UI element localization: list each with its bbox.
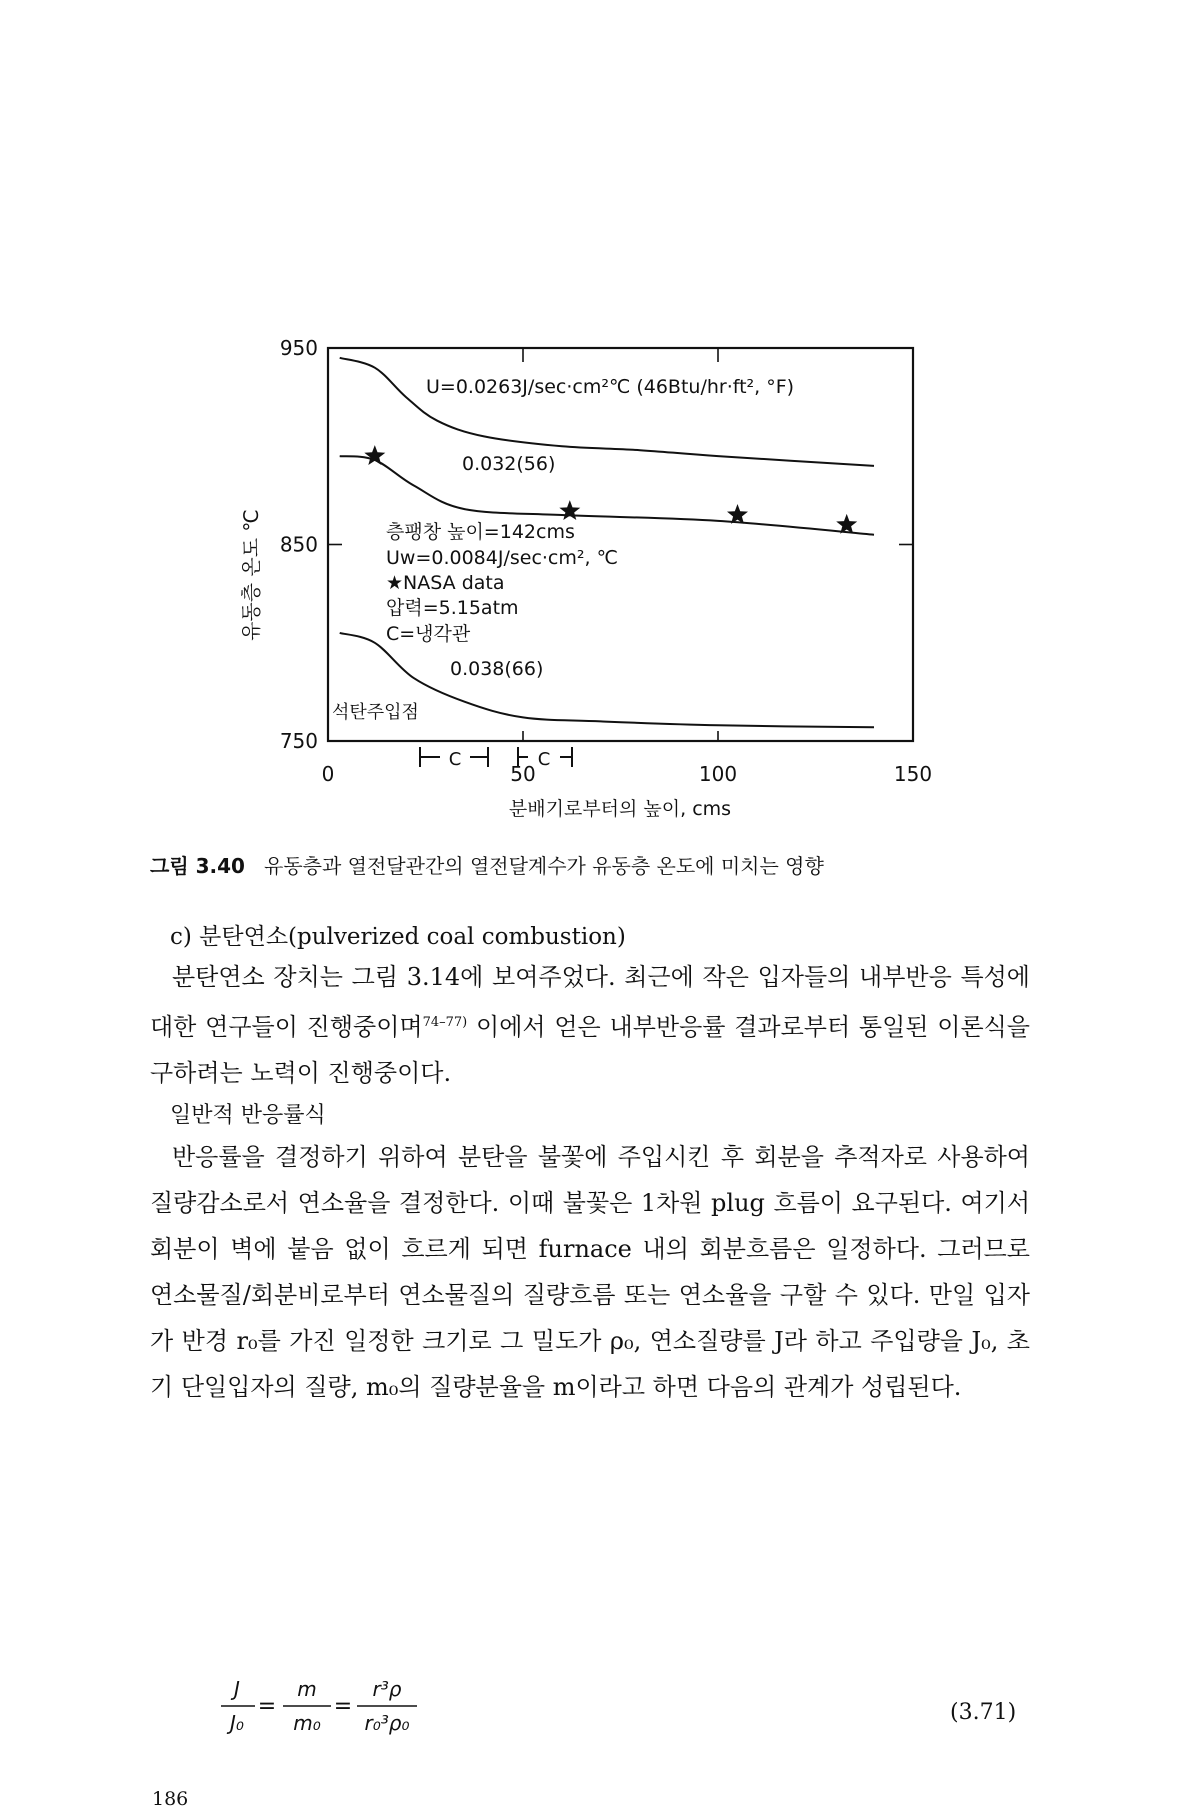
eq-denominator-1: J₀ [230, 1711, 244, 1735]
cooling-mark-left: C [448, 749, 462, 770]
equation-3-71 [215, 1670, 515, 1760]
y-tick-label: 750 [279, 729, 318, 753]
eq-equals-2: = [333, 1694, 353, 1719]
line2-label: 0.032(56) [462, 453, 556, 475]
y-tick-label: 950 [279, 336, 318, 360]
x-axis-label: 분배기로부터의 높이, cms [508, 798, 732, 820]
y-tick-label: 850 [279, 532, 318, 557]
bed-height-label: 층팽창 높이=142cms [386, 521, 575, 543]
paragraph-1 [150, 954, 1030, 1096]
x-tick-label: 0 [321, 762, 335, 786]
coal-inlet-label: 석탄주입점 [332, 702, 419, 723]
figure-number: 그림 3.40 [150, 854, 245, 878]
figure-caption [150, 850, 824, 879]
eq-numerator-2: m [297, 1677, 317, 1701]
line1-label: U=0.0263J/sec·cm²℃ (46Btu/hr·ft², °F) [426, 376, 795, 398]
eq-equals-1: = [257, 1694, 277, 1719]
temperature-chart [0, 0, 1200, 840]
paragraph-1-text-b: 이에서 얻은 내부반응률 결과로부터 통일된 이론식을 구하려는 노력이 진행중이다. [150, 1013, 1030, 1087]
cooling-legend: C=냉각관 [386, 623, 471, 645]
page-number: 186 [152, 1788, 189, 1810]
series-line-1 [340, 358, 874, 466]
plot-frame [328, 348, 913, 741]
uw-label: Uw=0.0084J/sec·cm², ℃ [386, 547, 618, 569]
subsection-title: 일반적 반응률식 [170, 1103, 326, 1128]
x-tick-label: 50 [510, 762, 536, 786]
eq-numerator-1: J [234, 1677, 240, 1701]
section-title: c) 분탄연소(pulverized coal combustion) [170, 924, 626, 950]
nasa-legend: ★NASA data [386, 572, 505, 594]
series-line-3 [340, 633, 874, 727]
equation-number: (3.71) [950, 1700, 1017, 1725]
x-tick-label: 100 [698, 762, 738, 786]
cooling-mark-right: C [537, 749, 551, 770]
nasa-star-marker [364, 445, 385, 465]
pressure-label: 압력=5.15atm [386, 597, 519, 619]
paragraph-2: 반응률을 결정하기 위하여 분탄을 불꽃에 주입시킨 후 회분을 추적자로 사용하여 질량감소로서 연소율을 결정한다. 이때 불꽃은 1차원 plug 흐름이 요구된다. 여기서 회분이 벽에 붙음 없이 흐르게 되면 furnace 내의 회분흐름은 일정하다. 그러므로 연소물질/회분비로부터 연소물질의 질량흐름 또는 연소율을 구할 수 있다. 만일 입자가 반경 r₀를 가진 일정한 크기로 그 밀도가 ρ₀, 연소질량를 J라 하고 주입량을 J₀, 초기 단일입자의 질량, m₀의 질량분율을 m이라고 하면 다음의 관계가 성립된다. [150, 1143, 1030, 1401]
axis-ticks [328, 348, 913, 741]
eq-denominator-3: r₀³ρ₀ [364, 1711, 410, 1735]
nasa-star-marker [559, 500, 580, 520]
eq-denominator-2: m₀ [293, 1711, 321, 1735]
line3-label: 0.038(66) [450, 658, 544, 680]
x-tick-label: 150 [893, 762, 933, 786]
y-axis-label: 유동층 온도 ℃ [239, 509, 263, 641]
paragraph-1-text-a: 분탄연소 장치는 그림 3.14에 보여주었다. 최근에 작은 입자들의 내부반응 특성에 대한 연구들이 진행중이며 [150, 963, 1030, 1041]
eq-numerator-3: r³ρ [372, 1677, 402, 1701]
figure-caption-text: 유동층과 열전달관간의 열전달계수가 유동층 온도에 미치는 영향 [264, 854, 824, 878]
reference-mark: 74–77) [422, 1015, 468, 1030]
